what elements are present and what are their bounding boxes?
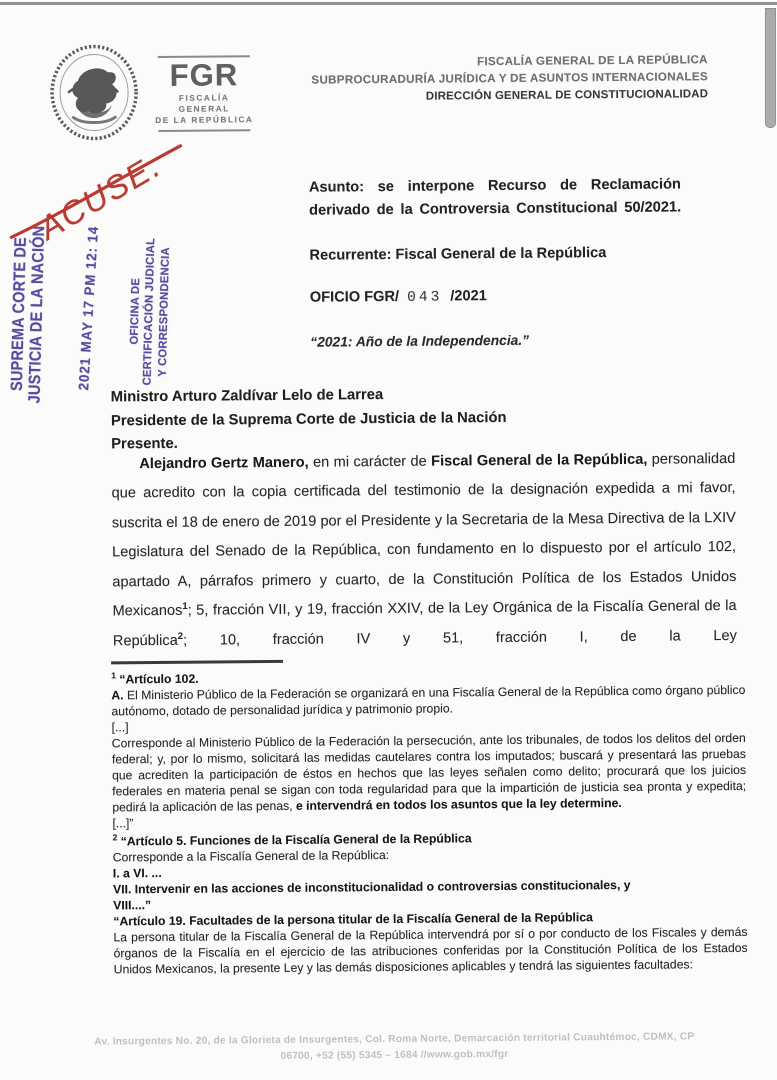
body-seg1: en mi carácter de bbox=[308, 453, 432, 471]
subject-block bbox=[309, 173, 682, 349]
oficio-number: 043 bbox=[407, 289, 443, 306]
addressee-title: Presidente de la Suprema Corte de Justicia de la Nación bbox=[110, 409, 507, 430]
acuse-word: ACUSE. bbox=[32, 146, 168, 247]
oficio-number-line bbox=[310, 286, 682, 306]
date-received-stamp: 2021 MAY 17 PM 12: 14 bbox=[75, 225, 102, 391]
fn2-fraction-8: VIII....” bbox=[113, 897, 152, 913]
fn2-article19-text: La persona titular de la Fiscalía General de la República intervendrá por sí o por conducto de los Fiscales y demás órganos de la Fiscalía en el ejercicio de las atribuciones conferidas por la Constitución Política de los Estados Unidos Mexicanos, la presente Ley y las demás disposiciones aplicables y tendrá las siguientes facultades: bbox=[113, 924, 748, 977]
fn2-fraction-7: VII. Intervenir en las acciones de inconstitucionalidad o controversias constitucionales, y bbox=[112, 877, 631, 897]
letterhead-office-lines bbox=[311, 37, 708, 140]
footnote-2 bbox=[113, 827, 748, 978]
page-footer-address bbox=[64, 1029, 724, 1066]
office-line-3: DIRECCIÓN GENERAL DE CONSTITUCIONALIDAD bbox=[425, 87, 709, 103]
recurrente-text: Recurrente: Fiscal General de la República bbox=[309, 244, 607, 264]
footer-address-line2: 06700, +52 (55) 5345 – 1684 //www.gob.mx/fgr bbox=[280, 1049, 509, 1063]
footnote-ref-2: 2 bbox=[177, 630, 184, 642]
signer-role: Fiscal General de la República, bbox=[431, 451, 648, 470]
addressee-presente: Presente. bbox=[111, 436, 178, 453]
fn2-article19-head: “Artículo 19. Facultades de la persona titular de la Fiscalía General de la República bbox=[113, 910, 593, 929]
footnote-2-marker: 2 bbox=[112, 832, 118, 843]
footnote-1-marker: 1 bbox=[111, 670, 116, 681]
oficio-suffix: /2021 bbox=[450, 287, 487, 305]
logo-rule-bottom bbox=[158, 129, 250, 132]
fn1-ellipsis-2: [...]” bbox=[112, 816, 134, 831]
court-stamp-line1: SUPREMA CORTE DE bbox=[7, 236, 30, 392]
addressee-name: Ministro Arturo Zaldívar Lelo de Larrea bbox=[110, 387, 384, 406]
fn1-ellipsis-1: [...] bbox=[111, 720, 129, 735]
body-seg4: ; 10, fracción IV y 51, fracción I, de la Ley bbox=[183, 627, 737, 649]
fgr-acronym: FGR bbox=[169, 57, 239, 93]
fn1-apartado-text: El Ministerio Público de la Federación se organizará en una Fiscalía General de la República como órgano público autónomo, dotado de personalidad jurídica y patrimonio propio. bbox=[111, 682, 746, 719]
footnote-ref-1: 1 bbox=[182, 601, 188, 613]
fgr-logo-line2: DE LA REPÚBLICA bbox=[155, 114, 254, 125]
body-paragraph bbox=[111, 445, 737, 657]
fn2-corresponde: Corresponde a la Fiscalía General de la República: bbox=[112, 847, 390, 865]
footnotes-section bbox=[111, 665, 748, 978]
oficio-prefix: OFICIO FGR/ bbox=[309, 288, 400, 306]
viewer-scrollbar-thumb[interactable] bbox=[765, 8, 776, 128]
viewer-scrollbar-track[interactable] bbox=[765, 5, 777, 1080]
fn1-body-text: Corresponde al Ministerio Público de la Federación la persecución, ante los tribunales, de todos los delitos del orden federal; y, por lo mismo, solicitará las medidas cautelares contra los imputados; buscará y presentará las pruebas que acrediten la participación de éstos en hechos que las leyes señalen como delito; procurará que los juicios federales en materia penal se sigan con toda regularidad para que la impartición de justicia sea pronta y expedita; pedirá la aplicación de las penas, bbox=[111, 730, 747, 815]
footer-address-line1: Av. Insurgentes No. 20, de la Glorieta de Insurgentes, Col. Roma Norte, Demarcación territorial Cuauhtémoc, CDMX, CP bbox=[94, 1031, 695, 1048]
fn2-fractions-1to6: I. a VI. ... bbox=[112, 865, 162, 881]
fn1-body-bold: e intervendrá en todos los asuntos que la ley determine. bbox=[295, 795, 622, 813]
fgr-logo bbox=[154, 41, 255, 142]
addressee-block bbox=[111, 383, 507, 457]
fn1-article-head: “Artículo 102. bbox=[119, 671, 199, 687]
acuse-handwriting bbox=[2, 133, 233, 265]
asunto-text: Asunto: se interpone Recurso de Reclamación derivado de la Controversia Constitucional 50/2021. bbox=[308, 176, 682, 220]
footnote-1 bbox=[111, 665, 746, 832]
body-seg3: ; 5, fracción VII, y 19, fracción XXIV, de la Ley Orgánica de la Fiscalía General de la República bbox=[112, 598, 737, 650]
letterhead bbox=[48, 37, 709, 143]
body-seg2: personalidad que acredito con la copia certificada del testimonio de la designación expedida a mi favor, suscrita el 18 de enero de 2019 por el Presidente y la Secretaria de la Mesa Directiva de la LXIV Legislatura del Senado de la República, con fundamento en lo dispuesto por el artículo 102, apartado A, párrafos primero y cuarto, de la Constitución Política de los Estados Unidos Mexicanos bbox=[111, 450, 737, 620]
signer-name: Alejandro Gertz Manero, bbox=[139, 454, 309, 473]
footnote-separator bbox=[111, 660, 283, 665]
fn2-article5-head: “Artículo 5. Funciones de la Fiscalía General de la República bbox=[120, 831, 472, 849]
court-stamp-line2: JUSTICIA DE LA NACIÓN bbox=[25, 225, 49, 404]
office-line-1: FISCALÍA GENERAL DE LA REPÚBLICA bbox=[477, 53, 708, 69]
fn1-apartado-label: A. bbox=[111, 688, 124, 703]
office-stamp-line2: CERTIFICACIÓN JUDICIAL bbox=[141, 237, 158, 386]
year-legend: “2021: Año de la Independencia.” bbox=[310, 332, 530, 350]
mexican-eagle-seal-icon bbox=[48, 42, 141, 143]
office-line-2: SUBPROCURADURÍA JURÍDICA Y DE ASUNTOS INTERNACIONALES bbox=[311, 69, 709, 87]
office-stamp-line3: Y CORRESPONDENCIA bbox=[156, 247, 172, 377]
fgr-logo-line1: FISCALÍA GENERAL bbox=[178, 92, 230, 114]
office-stamp-line1: OFICINA DE bbox=[128, 277, 143, 345]
